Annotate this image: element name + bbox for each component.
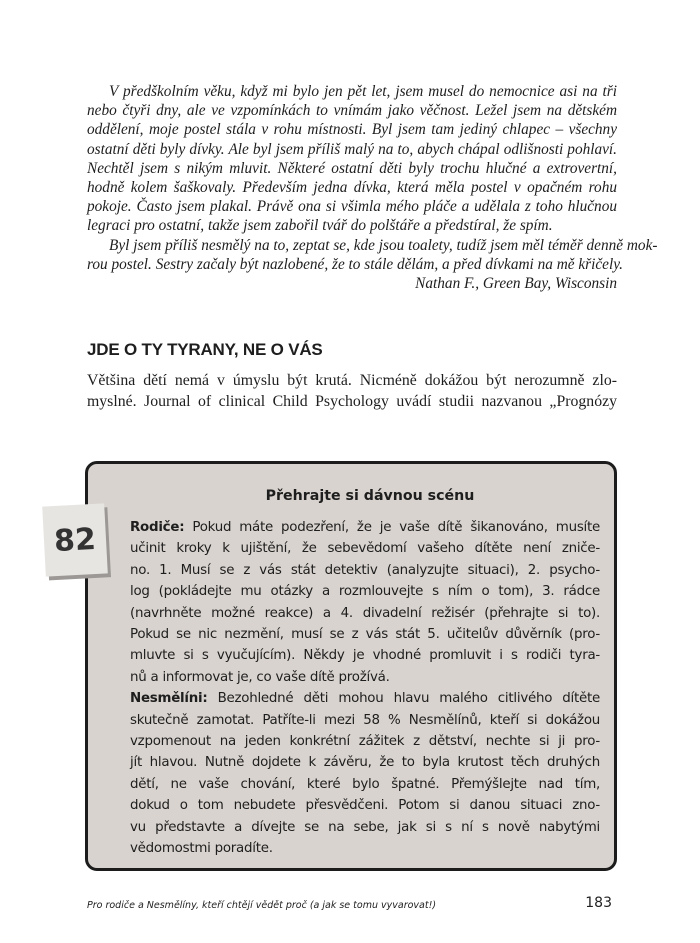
quote-line: Nechtěl jsem s nikým mluvit. Některé ostatní děti byly trochu hlučné a extrovertní, <box>87 159 617 177</box>
tip-line: no. 1. Musí se z vás stát detektiv (analyzujte situaci), 2. psycho- <box>130 562 600 578</box>
tip-number-badge: 82 <box>42 503 108 576</box>
quote-line: V předškolním věku, když mi bylo jen pět let, jsem musel do nemocnice asi na tři <box>109 83 617 100</box>
tip-line: učinit kroky k ujištění, že sebevědomí vašeho dítěte není zniče- <box>130 541 600 557</box>
quote-line: nebo čtyři dny, ale ve vzpomínkách to vnímám jako věčnost. Ležel jsem na dětském <box>87 102 617 120</box>
shy-label: Nesmělíni: <box>130 691 208 707</box>
tip-line-text: Pokud máte podezření, že je vaše dítě šikanováno, musíte <box>184 520 600 535</box>
tip-line: mluvte si s vyučujícím). Někdy je vhodné promluvit i s rodiči tyra- <box>130 648 600 664</box>
body-paragraph <box>87 370 617 412</box>
tip-line-text: Bezohledné děti mohou hlavu malého citlivého dítěte <box>207 691 600 707</box>
tip-line: jít hlavou. Nutně dojdete k závěru, že to byla krutost těch druhých <box>130 755 600 771</box>
quote-line: pokoje. Často jsem plakal. Právě ona si všimla mého pláče a udělala z toho hlučnou <box>87 198 617 216</box>
page-number: 183 <box>585 895 612 911</box>
quote-line: rou postel. Sestry začaly být nazlobené, že to stále dělám, a před dívkami na mě křičely. <box>87 255 623 273</box>
quote-line: legraci pro ostatní, takže jsem zabořil tvář do polštáře a předstíral, že spím. <box>87 217 553 235</box>
tip-line: vu představte a dívejte se na sebe, jak si s ní s nově nabytými <box>130 819 600 835</box>
quote-signature: Nathan F., Green Bay, Wisconsin <box>415 275 617 293</box>
testimonial-quote <box>87 82 658 293</box>
parents-label: Rodiče: <box>130 520 185 535</box>
tip-text <box>130 517 600 860</box>
tip-line: (navrhněte možné reakce) a 4. divadelní režisér (přehrajte si to). <box>130 605 600 621</box>
section-heading: JDE O TY TYRANY, NE O VÁS <box>87 340 323 359</box>
body-line: myslné. Journal of clinical Child Psychology uvádí studii nazvanou „Prognózy <box>87 393 617 410</box>
tip-line: nů a informovat je, co vaše dítě prožívá. <box>130 669 390 685</box>
tip-line: dětí, ne vaše chování, které bylo špatné. Přemýšlejte nad tím, <box>130 776 600 792</box>
tip-line: vědomostmi poradíte. <box>130 841 273 857</box>
running-footer: Pro rodiče a Nesmělíny, kteří chtějí vědět proč (a jak se tomu vyvarovat!) <box>87 900 437 911</box>
quote-line: Byl jsem příliš nesmělý na to, zeptat se, kde jsou toalety, tudíž jsem měl téměř denně mok- <box>109 236 658 254</box>
tip-line <box>130 517 600 538</box>
quote-line: oddělení, moje postel stála v rohu místnosti. Byl jsem tam jediný chlapec – všechny <box>87 121 617 139</box>
tip-line <box>130 688 600 709</box>
tip-line: skutečně zamotat. Patříte-li mezi 58 % Nesmělínů, kteří si dokážou <box>130 712 600 728</box>
tip-line: vzpomenout na jeden konkrétní zážitek z dětství, nechte si ji pro- <box>130 734 600 750</box>
tip-title: Přehrajte si dávnou scénu <box>265 488 475 504</box>
tip-line: log (pokládejte mu otázky a rozmlouvejte s ním o tom), 3. rádce <box>130 584 600 600</box>
tip-line: dokud o tom nebudete přesvědčeni. Potom si danou situaci zno- <box>130 798 600 814</box>
quote-line: hodně kolem šaškovaly. Především jedna dívka, která měla postel v opačném rohu <box>87 179 617 197</box>
quote-line: ostatní děti byly dívky. Ale byl jsem příliš malý na to, abych chápal odlišnosti pohlaví. <box>87 140 617 158</box>
tip-line: Pokud se nic nezmění, musí se z vás stát 5. učitelův důvěrník (pro- <box>130 627 600 643</box>
body-line: Většina dětí nemá v úmyslu být krutá. Nicméně dokážou být nerozumně zlo- <box>87 372 617 389</box>
